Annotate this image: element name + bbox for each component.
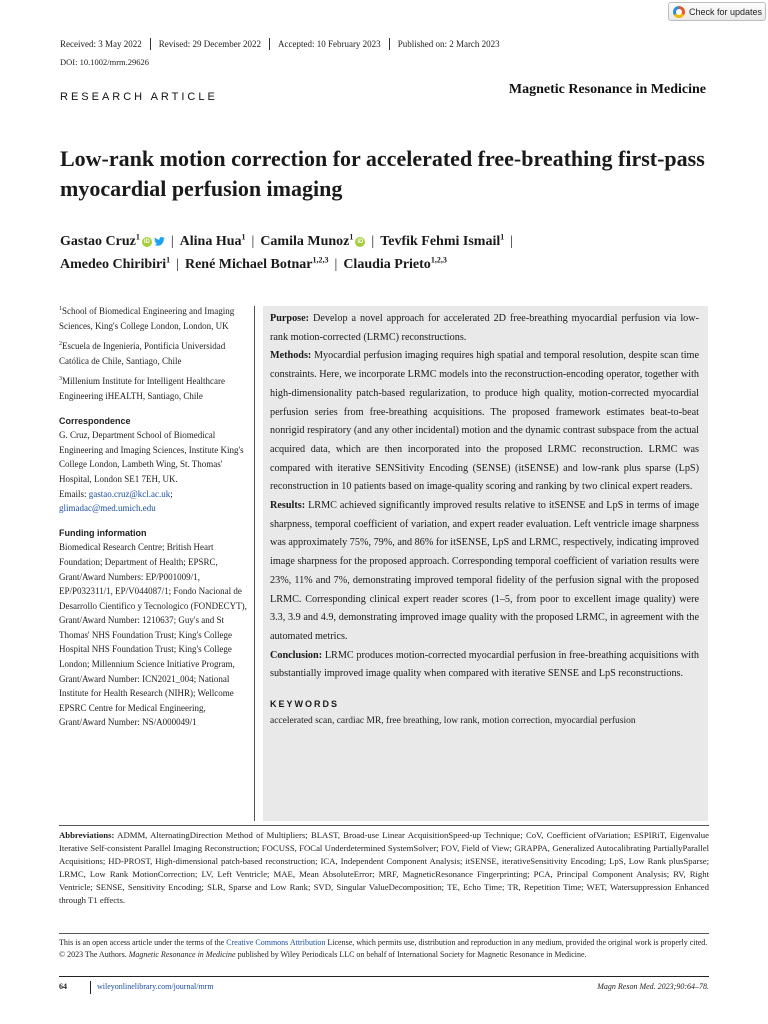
abstract-box [263,306,708,821]
keywords: accelerated scan, cardiac MR, free breathing, low rank, motion correction, myocardial perfusion [270,716,636,727]
column-divider [254,306,255,821]
published-date: Published on: 2 March 2023 [397,39,500,49]
divider [59,933,709,934]
orcid-icon[interactable]: iD [143,238,150,245]
author: Gastao Cruz$^1$ [60,232,140,249]
email-link[interactable]: gastao.cruz@kcl.ac.uk [88,488,171,499]
keywords-heading: KEYWORDS [270,699,340,710]
author: Alina Hua$^1$ [179,232,246,249]
article-dates [60,38,516,50]
sidebar-info [59,304,247,730]
page-footer [59,981,709,995]
email-link[interactable]: glimadac@med.umich.edu [59,503,156,514]
author: Tevfik Fehmi Ismail$^1$ [380,232,505,249]
author: Camila Munoz$^1$ [260,232,354,249]
abstract-purpose: Purpose: Develop a novel approach for accelerated 2D free-breathing myocardial perfusion via low-rank motion-corrected (LRMC) reconstructions. [270,313,700,343]
correspondence-heading: Correspondence [59,415,131,426]
divider [59,976,709,977]
citation: Magn Reson Med. 2023;90:64–78. [597,982,709,991]
received-date: Received: 3 May 2022 [60,38,151,50]
crossmark-icon [673,6,685,18]
article-type: RESEARCH ARTICLE [60,91,218,103]
journal-url-link[interactable]: wileyonlinelibrary.com/journal/mrm [97,982,214,991]
author-list: Gastao Cruz$^1$iD | Alina Hua$^1$ | Camila Munoz$^1$iD | Tevfik Fehmi Ismail$^1$ | Amedeo Chiribiri$^1$ | René Michael Botnar$^{1,2,3}$ | Claudia Prieto$^{1,2,3}$ [60,232,514,272]
author: Amedeo Chiribiri$^1$ [60,255,171,272]
doi: DOI: 10.1002/mrm.29626 [60,57,150,67]
funding-text: Biomedical Research Centre; British Heart Foundation; Department of Health; EPSRC, Grant/Award Numbers: EP/P001009/1, EP/P032311/1, EP/V044087/1; Fondo Nacional de Desarrollo Cientifico y Tecnologico (FONDECYT), Grant/Award Number: 1210637; Guy's and St Thomas' NHS Foundation Trust; King's College Hospital NHS Foundation Trust; King's College London; Millennium Science Initiative Program, Grant/Award Number: ICN2021_004; National Institute for Health Research (NIHR); Wellcome EPSRC Centre for Medical Engineering, Grant/Award Number: NS/A000049/1 [59,542,247,728]
affiliation: $^1$School of Biomedical Engineering and Imaging Sciences, King's College London, London, UK [59,306,235,331]
correspondence-emails: Emails: gastao.cruz@kcl.ac.uk; glimadac@med.umich.edu [59,488,173,514]
footer-divider [90,981,91,994]
accepted-date: Accepted: 10 February 2023 [278,38,390,50]
affiliation: $^2$Escuela de Ingeniería, Pontificia Universidad Católica de Chile, Santiago, Chile [59,341,226,366]
abstract-methods: Methods: Myocardial perfusion imaging requires high spatial and temporal resolution, despite scan time constraints. Here, we incorporate LRMC models into the reconstruction-encoding operator, together with high-dimensionality patch-based regularization, to produce high quality, motion-corrected myocardial perfusion series from free-breathing acquisitions. The proposed framework estimates beat-to-beat nonrigid respiratory (and any other incidental) motion and the dynamic contrast subspace from the actual acquired data, which are then incorporated into the proposed LRMC reconstruction. LRMC was compared with iterative SENSitivity Encoding (SENSE) (itSENSE) and low-rank plus sparse (LpS) reconstruction in 10 patients based on image-quality scoring and ranking by two clinical expert readers. [270,350,699,493]
check-for-updates-label: Check for updates [689,6,763,17]
journal-name: Magnetic Resonance in Medicine [508,82,706,97]
abstract-results: Results: LRMC achieved significantly improved results relative to itSENSE and LpS in terms of image sharpness, temporal coefficient of variation, and expert reader evaluation. Left ventricle image sharpness was approximately 75%, 79%, and 86% for itSENSE, LpS and LRMC, respectively, indicating improved image sharpness for the proposed approach. Corresponding temporal coefficient of variation results were 23%, 11% and 7%, demonstrating improved temporal fidelity of the perfusion signal with the proposed LRMC. Corresponding clinical expert reader scores (1–5, from poor to excellent image quality) were 3.3, 3.9 and 4.9, demonstrating improved image quality with the proposed LRMC, in agreement with the automated metrics. [270,500,700,642]
funding-heading: Funding information [59,527,147,538]
correspondence-text: G. Cruz, Department School of Biomedical Engineering and Imaging Sciences, Institute King's College London, Lambeth Wing, St. Thomas' Hospital, London SE1 7EH, UK. [59,430,244,484]
author: René Michael Botnar$^{1,2,3}$ [184,255,329,272]
twitter-icon[interactable] [154,237,165,246]
check-for-updates-button[interactable] [668,2,766,21]
page-number: 64 [59,982,67,991]
license-notice: This is an open access article under the terms of the Creative Commons Attribution License, which permits use, distribution and reproduction in any medium, provided the original work is properly cited. © 2023 The Authors. Magnetic Resonance in Medicine published by Wiley Periodicals LLC on behalf of International Society for Magnetic Resonance in Medicine. [59,938,708,959]
license-link[interactable]: Creative Commons Attribution [226,938,326,947]
author: Claudia Prieto$^{1,2,3}$ [343,255,447,272]
abstract-conclusion: Conclusion: LRMC produces motion-corrected myocardial perfusion in free-breathing acquisitions with substantially improved image quality when compared with iterative SENSE and LpS reconstructions. [270,649,700,680]
abbreviations: Abbreviations: ADMM, AlternatingDirection Method of Multipliers; BLAST, Broad-use Linear AcquisitionSpeed-up Technique; CoV, Coefficient ofVariation; ESPIRiT, Eigenvalue Iterative Self-consistent Parallel Imaging Reconstruction; FOCUSS, FOCal Underdetermined SystemSolver; FOV, Field of View; GRAPPA, Generalized Autocalibrating PartiallyParallel Acquisitions; HD-PROST, High-dimensional patch-based reconstruction; ICA, Independent Component Analysis; itSENSE, iterativeSensitivity Encoding; LpS, Low Rank plusSparse; LRMC, Low Rank MotionCorrection; LV, Left Ventricle; MAE, Mean AbsoluteError; MRF, MagneticResonance Fingerprinting; PCA, Principal Component Analysis; RV, Right Ventricle; SENSE, Sensitivity Encoding; SLR, Sparse and Low Rank; SVD, Singular ValueDecomposition; TE, Echo Time; TR, Repetition Time; WET, Watersuppression Enhanced through T1 effects. [59,830,709,905]
revised-date: Revised: 29 December 2022 [159,38,270,50]
paper-title: Low-rank motion correction for accelerated free-breathing first-pass myocardial perfusion imaging [60,146,705,201]
affiliation: $^3$Millenium Institute for Intelligent Healthcare Engineering iHEALTH, Santiago, Chile [59,376,225,401]
orcid-icon[interactable]: iD [357,238,364,245]
divider [59,825,709,826]
